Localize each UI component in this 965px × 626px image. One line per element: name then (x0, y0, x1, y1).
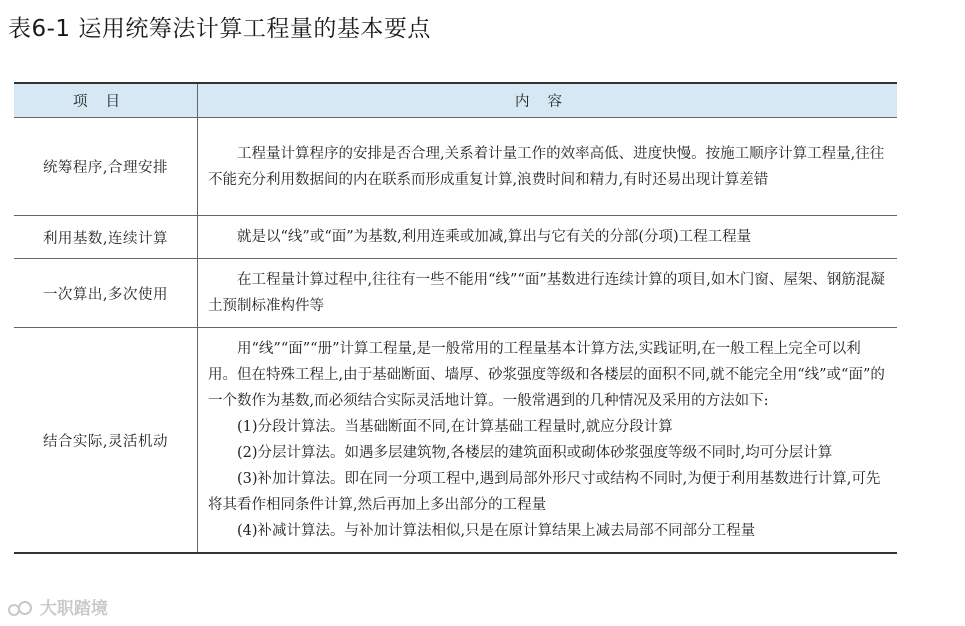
content-paragraph: (3)补加计算法。即在同一分项工程中,遇到局部外形尺寸或结构不同时,为便于利用基数进行计算,可先将其看作相同条件计算,然后再加上多出部分的工程量 (208, 471, 881, 513)
content-table (14, 82, 897, 554)
row-item-label: 统筹程序,合理安排 (14, 118, 198, 216)
table-row (14, 216, 897, 259)
content-paragraph: (2)分层计算法。如遇多层建筑物,各楼层的建筑面积或砌体砂浆强度等级不同时,均可分层计算 (237, 445, 833, 461)
page-title: 表6-1 运用统筹法计算工程量的基本要点 (8, 16, 431, 42)
content-paragraph: 在工程量计算过程中,往往有一些不能用“线”“面”基数进行连续计算的项目,如木门窗、屋架、钢筋混凝土预制标准构件等 (208, 272, 885, 314)
table-row (14, 328, 897, 554)
header-content: 内容 (198, 83, 898, 118)
row-content (198, 259, 898, 328)
row-content (198, 328, 898, 554)
row-item-label: 结合实际,灵活机动 (14, 328, 198, 554)
content-paragraph: 工程量计算程序的安排是否合理,关系着计量工作的效率高低、进度快慢。按施工顺序计算工程量,往往不能充分利用数据间的内在联系而形成重复计算,浪费时间和精力,有时还易出现计算差错 (208, 145, 885, 188)
content-paragraph: 用“线”“面”“册”计算工程量,是一般常用的工程量基本计算方法,实践证明,在一般工程上完全可以利用。但在特殊工程上,由于基础断面、墙厚、砂浆强度等级和各楼层的面积不同,就不能完全用“线”或“面”的一个数作为基数,而必须结合实际灵活地计算。一般常遇到的几种情况及采用的方法如下: (208, 341, 885, 409)
content-paragraph: (1)分段计算法。当基础断面不同,在计算基础工程量时,就应分段计算 (237, 419, 673, 435)
table-row (14, 259, 897, 328)
row-item-label: 利用基数,连续计算 (14, 216, 198, 259)
table-row (14, 118, 897, 216)
watermark (8, 594, 108, 619)
content-paragraph: 就是以“线”或“面”为基数,利用连乘或加减,算出与它有关的分部(分项)工程工程量 (237, 229, 752, 245)
row-content (198, 216, 898, 259)
header-item: 项目 (14, 83, 198, 118)
watermark-text: 大职踏境 (39, 599, 108, 619)
content-paragraph: (4)补减计算法。与补加计算法相似,只是在原计算结果上减去局部不同部分工程量 (237, 523, 756, 539)
table-header-row (14, 83, 897, 118)
logo-icon (8, 601, 34, 617)
row-item-label: 一次算出,多次使用 (14, 259, 198, 328)
row-content (198, 118, 898, 216)
